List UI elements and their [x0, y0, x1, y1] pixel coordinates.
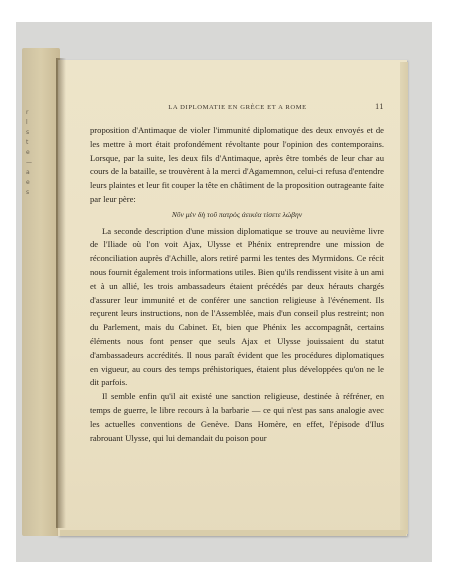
left-page-mark: s	[26, 189, 30, 196]
running-head	[90, 102, 384, 111]
left-page-mark: t	[26, 139, 29, 146]
left-page-mark: r	[26, 109, 29, 116]
page-text-block	[90, 102, 384, 445]
page-number: 11	[375, 102, 384, 111]
left-page-text-fragments	[26, 108, 46, 198]
paragraph-3: Il semble enfin qu'il ait existé une sanction religieuse, destinée à réfréner, en temps de guerre, le libre recours à la barbarie — ce qui n'est pas sans analogie avec les actuelles conventions de Genève. Dans Homère, en effet, l'épisode d'Ilus rabrouant Ulysse, qui lui demandait du poison pour	[90, 391, 384, 443]
left-page-mark: e	[26, 149, 30, 156]
page-stack-edge	[400, 62, 408, 534]
left-page-mark: l	[26, 119, 28, 126]
paragraph-2: La seconde description d'une mission diplomatique se trouve au neuvième livre de l'Iliade où l'on voit Ajax, Ulysse et Phénix entreprendre une mission de réconciliation auprès d'Achille, alors retiré parmi les tentes des Myrmidons. Ce récit nous fournit également trois informations utiles. Bien qu'ils rendissent visite à un ami et à un allié, les trois ambassadeurs étaient précédés par deux hérauts chargés d'assurer leur immunité et de conférer une sanction religieuse à l'événement. Ils reçurent leurs instructions, non de l'Assemblée, mais d'un conseil plus restreint; non du Parlement, mais du Cabinet. Et, bien que Phénix les accompagnât, certains éléments nous font penser que seuls Ajax et Ulysse jouissaient du statut d'ambassadeurs accrédités. Il nous paraît évident que les procédures diplomatiques en vigueur, au cours des temps préhistoriques, étaient plus développées qu'on ne le dit parfois.	[90, 225, 384, 388]
left-page-mark: a	[26, 169, 30, 176]
left-page-mark: s	[26, 129, 30, 136]
left-page-mark: —	[26, 159, 32, 166]
paragraph-1: proposition d'Antimaque de violer l'immunité diplomatique des deux envoyés et de les mettre à mort était profondément révoltante pour l'opinion des contemporains. Lorsque, par la suite, les deux fils d'Antimaque, après être tombés de leur char au cours de la bataille, se trouvèrent à la merci d'Agamemnon, celui-ci refusa d'entendre leurs plaintes et leur fit couper la tête en châtiment de la proposition outrageante faite par leur père:	[90, 125, 384, 204]
spine-shadow	[56, 58, 66, 528]
greek-quotation: Νῦν μὲν δὴ τοῦ πατρὸς ἀεικέα τίσετε λώβην	[171, 209, 303, 219]
running-head-title: LA DIPLOMATIE EN GRÈCE ET A ROME	[168, 104, 307, 111]
page-bottom-edge	[60, 530, 406, 536]
left-page-mark: e	[26, 179, 30, 186]
